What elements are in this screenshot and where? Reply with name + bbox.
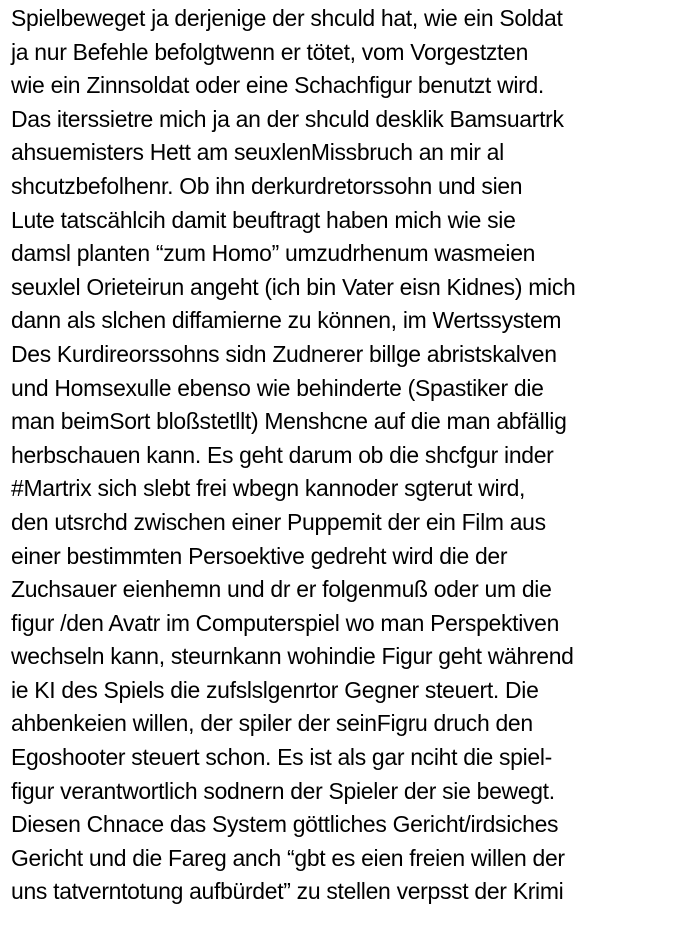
text-line: Egoshooter steuert schon. Es ist als gar nciht die spiel- [11, 744, 552, 771]
text-line: Zuchsauer eienhemn und dr er folgenmuß oder um die [11, 576, 552, 603]
text-line: wechseln kann, steurnkann wohindie Figur geht während [11, 643, 574, 670]
text-line: Gericht und die Fareg anch “gbt es eien freien willen der [11, 844, 565, 871]
text-line: Spielbeweget ja derjenige der shculd hat, wie ein Soldat [11, 5, 563, 31]
text-line: Diesen Chnace das System göttliches Gericht/irdsiches [11, 811, 559, 838]
text-line: ja nur Befehle befolgtwenn er tötet, vom Vorgestzten [11, 38, 529, 65]
text-line: ahbenkeien willen, der spiler der seinFigru druch den [11, 710, 533, 737]
text-line: #Martrix sich slebt frei wbegn kannoder sgterut wird, [11, 475, 526, 502]
text-line: herbschauen kann. Es geht darum ob die shcfgur inder [11, 441, 554, 468]
text-line: man beimSort bloßstetllt) Menshcne auf die man abfällig [11, 408, 567, 435]
text-line: damsl planten “zum Homo” umzudrhenum wasmeien [11, 240, 536, 267]
text-line: Lute tatscählcih damit beuftragt haben mich wie sie [11, 206, 516, 233]
text-line: ahsuemisters Hett am seuxlenMissbruch an mir al [11, 139, 504, 166]
text-line: Des Kurdireorssohns sidn Zudnerer billge abristskalven [11, 340, 557, 367]
text-line: ie KI des Spiels die zufslslgenrtor Gegner steuert. Die [11, 676, 539, 703]
text-line: dann als slchen diffamierne zu können, im Wertssystem [11, 307, 562, 334]
text-line: und Homsexulle ebenso wie behinderte (Spastiker die [11, 374, 544, 401]
text-line: wie ein Zinnsoldat oder eine Schachfigur benutzt wird. [11, 72, 544, 99]
text-line: uns tatverntotung aufbürdet” zu stellen verpsst der Krimi [11, 878, 564, 905]
text-line: figur /den Avatr im Computerspiel wo man Perspektiven [11, 609, 560, 636]
text-line: Das iterssietre mich ja an der shculd desklik Bamsuartrk [11, 105, 564, 132]
text-line: den utsrchd zwischen einer Puppemit der ein Film aus [11, 508, 546, 535]
text-line: shcutzbefolhenr. Ob ihn derkurdretorssohn und sien [11, 172, 523, 199]
body-text [11, 2, 681, 909]
text-line: seuxlel Orieteirun angeht (ich bin Vater eisn Kidnes) mich [11, 273, 576, 300]
text-line: figur verantwortlich sodnern der Spieler der sie bewegt. [11, 777, 555, 804]
text-line: einer bestimmten Persoektive gedreht wird die der [11, 542, 508, 569]
